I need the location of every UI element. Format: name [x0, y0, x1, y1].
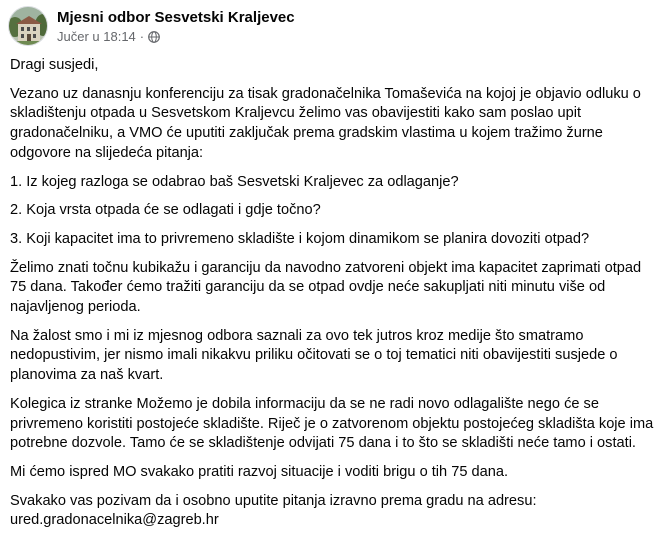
- post-paragraph-greeting: Dragi susjedi,: [10, 57, 99, 73]
- post-meta: [57, 28, 295, 45]
- post-body: [10, 56, 655, 540]
- building-photo-icon: [9, 7, 48, 46]
- post-paragraph-monitoring: Mi ćemo ispred MO svakako pratiti razvoj situacije i voditi brigu o tih 75 dana.: [10, 463, 509, 480]
- post-question-2: 2. Koja vrsta otpada će se odlagati i gdje točno?: [10, 202, 321, 219]
- post-paragraph-intro: Vezano uz danasnju konferenciju za tisak gradonačelnika Tomaševića na kojoj je objavio odluku o skladištenju otpada u Sesvetskom Kraljevcu želimo vas obavijestiti kako sam poslao upit gradonačelniku, a VMO će uputiti zaključak prema gradskim vlastima u kojem tražimo žurne odgovore na slijedeća pitanja:: [10, 85, 641, 161]
- header-text: [57, 8, 295, 45]
- post-timestamp[interactable]: Jučer u 18:14: [57, 28, 136, 44]
- email-address: ured.gradonacelnika@zagreb.hr: [10, 512, 219, 529]
- post-question-3: 3. Koji kapacitet ima to privremeno skladište i kojom dinamikom se planira dovoziti otpad?: [10, 230, 590, 247]
- post-paragraph-closing: [10, 492, 655, 531]
- post-paragraph-info: Kolegica iz stranke Možemo je dobila informaciju da se ne radi novo odlagalište nego će se privremeno koristiti postojeće skladište. Riječ je o zatvorenom objektu postojećeg skladišta koje ima potrebne dozvole. Tamo će se skladištenje odvijati 75 dana i to što se skladišti neće tamo i ostati.: [10, 395, 654, 452]
- post-question-1: 1. Iz kojeg razloga se odabrao baš Sesvetski Kraljevec za odlaganje?: [10, 173, 459, 190]
- closing-text: Svakako vas pozivam da i osobno uputite pitanja izravno prema gradu na adresu:: [10, 492, 537, 509]
- post-header: [8, 4, 295, 48]
- post-paragraph-regret: Na žalost smo i mi iz mjesnog odbora saznali za ovo tek jutros kroz medije što smatramo nedopustivim, jer nismo imali nikakvu priliku očitovati se o toj tematici niti obavijestiti susjede o planovima za naš kvart.: [10, 327, 618, 384]
- author-name[interactable]: Mjesni odbor Sesvetski Kraljevec: [57, 8, 295, 26]
- post-paragraph-capacity: Želimo znati točnu kubikažu i garanciju da navodno zatvoreni objekt ima kapacitet zaprimati otpad 75 dana. Također ćemo tražiti garanciju da se otpad ovdje neće sakupljati niti minutu više od najavljenog perioda.: [10, 259, 642, 316]
- meta-separator: ·: [139, 28, 145, 44]
- page-avatar[interactable]: [8, 6, 48, 46]
- globe-icon[interactable]: [148, 30, 160, 42]
